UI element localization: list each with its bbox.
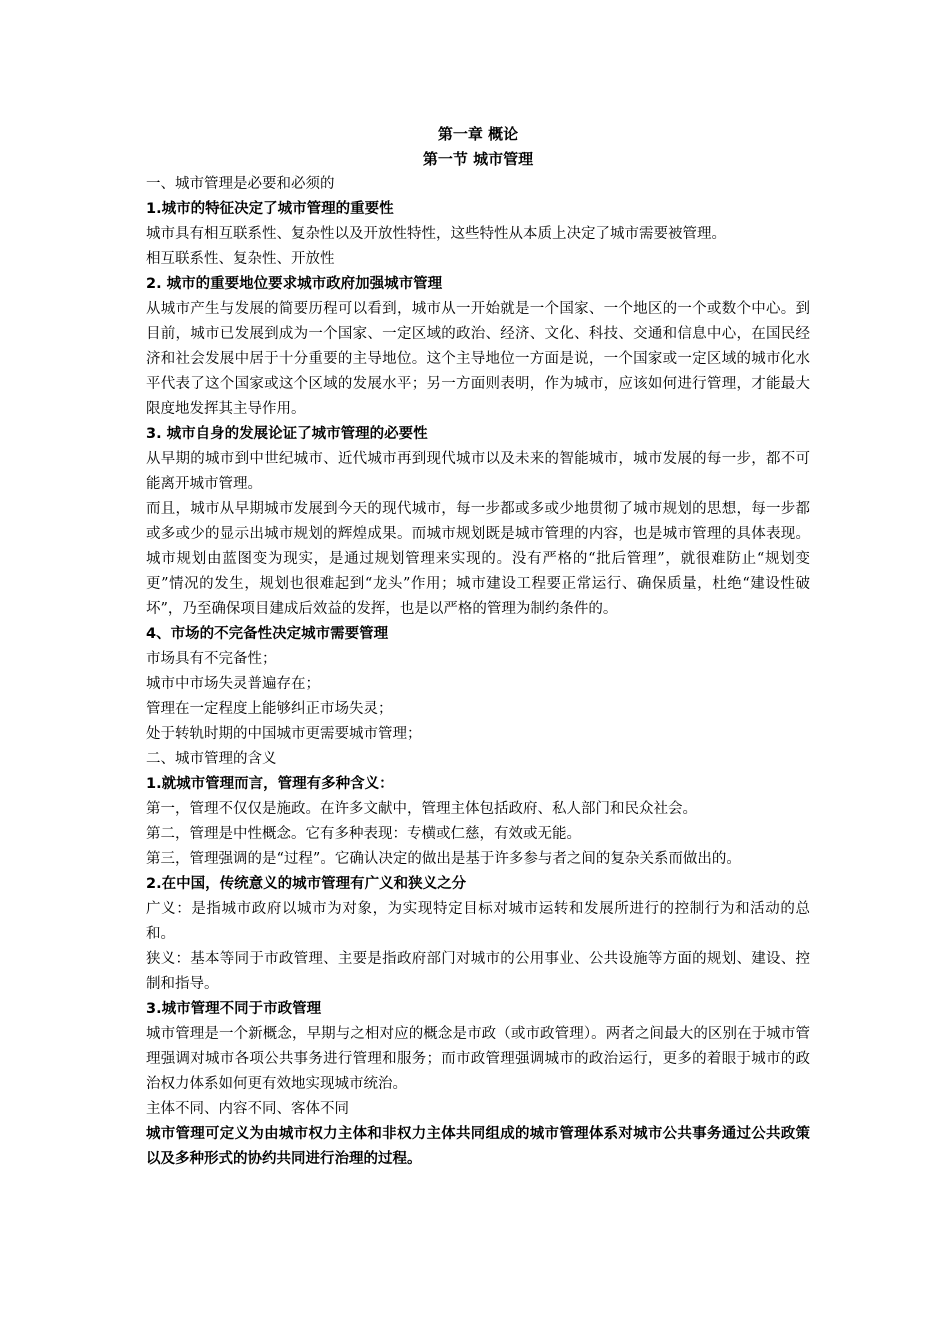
narrow-definition-paragraph: 狭义：基本等同于市政管理、主要是指政府部门对城市的公用事业、公共设施等方面的规划、建设、控制和指导。	[146, 951, 810, 992]
list-item: 城市中市场失灵普遍存在；	[146, 676, 320, 692]
document-page	[146, 122, 810, 1172]
part2-sub3-paragraph: 城市管理是一个新概念，早期与之相对应的概念是市政（或市政管理）。两者之间最大的区别在于城市管理强调对城市各项公共事务进行管理和服务；而市政管理强调城市的政治运行，更多的着眼于城市的政治权力体系如何更有效地实现城市统治。	[146, 1026, 810, 1092]
list-item: 管理在一定程度上能够纠正市场失灵；	[146, 701, 393, 717]
broad-definition-paragraph: 广义：是指城市政府以城市为对象，为实现特定目标对城市运转和发展所进行的控制行为和活动的总和。	[146, 901, 810, 942]
part1-sub3-paragraph-1: 从早期的城市到中世纪城市、近代城市再到现代城市以及未来的智能城市，城市发展的每一步，都不可能离开城市管理。	[146, 451, 810, 492]
part2-sub3-differences: 主体不同、内容不同、客体不同	[146, 1101, 349, 1117]
part2-sub2-heading: 2.在中国，传统意义的城市管理有广义和狭义之分	[146, 876, 467, 892]
part1-sub4-heading: 4、市场的不完备性决定城市需要管理	[146, 626, 389, 642]
part1-sub3-paragraph-2: 而且，城市从早期城市发展到今天的现代城市，每一步都或多或少地贯彻了城市规划的思想，每一步都或多或少的显示出城市规划的辉煌成果。而城市规划既是城市管理的内容，也是城市管理的具体表现。城市规划由蓝图变为现实，是通过规划管理来实现的。没有严格的“批后管理”，就很难防止“规划变更”情况的发生，规划也很难起到“龙头”作用；城市建设工程要正常运行、确保质量，杜绝“建设性破坏”，乃至确保项目建成后效益的发挥，也是以严格的管理为制约条件的。	[146, 501, 810, 617]
part2-sub1-heading: 1.就城市管理而言，管理有多种含义：	[146, 776, 394, 792]
list-item: 市场具有不完备性；	[146, 651, 277, 667]
part1-sub1-keywords: 相互联系性、复杂性、开放性	[146, 251, 335, 267]
part2-sub3-heading: 3.城市管理不同于市政管理	[146, 1001, 322, 1017]
section-title: 第一节 城市管理	[422, 150, 534, 168]
list-item: 第一，管理不仅仅是施政。在许多文献中，管理主体包括政府、私人部门和民众社会。	[146, 801, 697, 817]
part2-heading: 二、城市管理的含义	[146, 751, 277, 767]
part1-sub2-heading: 2. 城市的重要地位要求城市政府加强城市管理	[146, 276, 443, 292]
list-item: 第三，管理强调的是“过程”。它确认决定的做出是基于许多参与者之间的复杂关系而做出的。	[146, 851, 741, 867]
list-item: 处于转轨时期的中国城市更需要城市管理；	[146, 726, 422, 742]
part1-sub3-heading: 3. 城市自身的发展论证了城市管理的必要性	[146, 426, 428, 442]
urban-management-definition: 城市管理可定义为由城市权力主体和非权力主体共同组成的城市管理体系对城市公共事务通过公共政策以及多种形式的协约共同进行治理的过程。	[146, 1126, 810, 1167]
part1-heading: 一、城市管理是必要和必须的	[146, 176, 335, 192]
part1-sub1-paragraph: 城市具有相互联系性、复杂性以及开放性特性，这些特性从本质上决定了城市需要被管理。	[146, 226, 726, 242]
chapter-title: 第一章 概论	[437, 125, 519, 143]
list-item: 第二，管理是中性概念。它有多种表现：专横或仁慈，有效或无能。	[146, 826, 581, 842]
part1-sub2-paragraph: 从城市产生与发展的简要历程可以看到，城市从一开始就是一个国家、一个地区的一个或数个中心。到目前，城市已发展到成为一个国家、一定区域的政治、经济、文化、科技、交通和信息中心，在国民经济和社会发展中居于十分重要的主导地位。这个主导地位一方面是说，一个国家或一定区域的城市化水平代表了这个国家或这个区域的发展水平；另一方面则表明，作为城市，应该如何进行管理，才能最大限度地发挥其主导作用。	[146, 301, 810, 417]
part1-sub1-heading: 1.城市的特征决定了城市管理的重要性	[146, 201, 394, 217]
